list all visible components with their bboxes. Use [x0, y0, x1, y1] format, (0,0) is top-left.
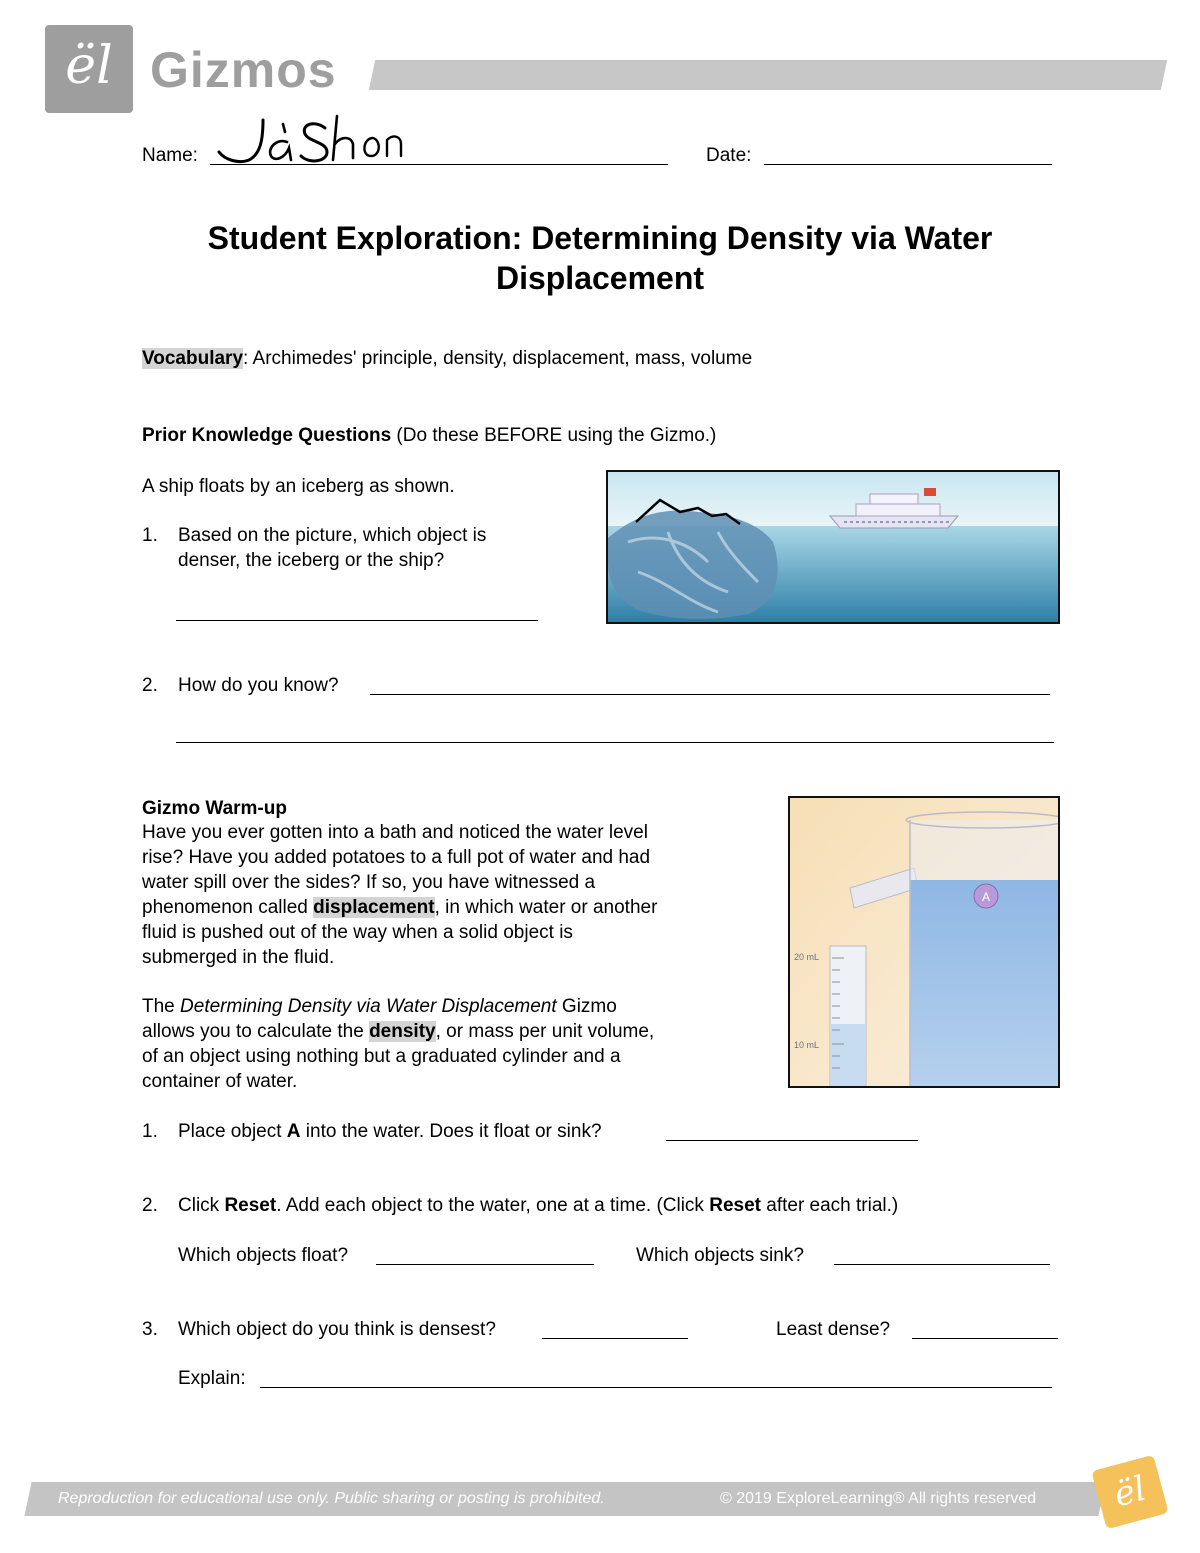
- term-density: density: [369, 1021, 436, 1042]
- explorelearning-logo-icon: ël: [65, 36, 113, 96]
- warmup-p2-line2-a: allows you to calculate the: [142, 1021, 370, 1042]
- question-3-a: Which object do you think is densest?: [178, 1319, 496, 1340]
- question-2-reset-1: Reset: [224, 1195, 277, 1216]
- date-label: Date:: [706, 145, 752, 166]
- question-2-reset-2: Reset: [709, 1195, 761, 1216]
- warmup-p2-line1-a: The: [142, 996, 181, 1017]
- question-3-densest-field[interactable]: [542, 1338, 688, 1339]
- date-field[interactable]: [764, 164, 1052, 165]
- displacement-gizmo-illustration: [790, 798, 1058, 1086]
- question-3-least-dense-field[interactable]: [912, 1338, 1058, 1339]
- prior-q1-answer-field[interactable]: [176, 620, 538, 621]
- question-1-a: Place object: [178, 1121, 287, 1142]
- iceberg-ship-illustration: [608, 472, 1058, 622]
- warmup-p2-line1: [142, 994, 617, 1019]
- question-3-explain-label: Explain:: [178, 1368, 246, 1389]
- prior-knowledge-heading: [142, 423, 716, 448]
- prior-note: (Do these BEFORE using the Gizmo.): [391, 425, 717, 446]
- term-displacement: displacement: [313, 897, 435, 918]
- vocabulary-terms: Archimedes' principle, density, displacement, mass, volume: [248, 348, 753, 369]
- question-1-object: A: [286, 1121, 301, 1142]
- prior-q2-answer-field-2[interactable]: [176, 742, 1054, 743]
- header-bar: [369, 60, 1167, 90]
- warmup-heading-text: Gizmo Warm-up: [142, 798, 287, 819]
- cylinder-label-10ml: 10 mL: [794, 1040, 820, 1050]
- prior-heading-bold: Prior Knowledge Questions: [142, 425, 392, 446]
- question-1-number: 1.: [142, 1121, 158, 1142]
- warmup-heading: [142, 796, 287, 821]
- question-2-b: . Add each object to the water, one at a time. (Click: [276, 1195, 710, 1216]
- iceberg-ship-image: [606, 470, 1060, 624]
- question-3: [142, 1317, 496, 1342]
- warmup-p1-line6: submerged in the fluid.: [142, 947, 335, 968]
- vocabulary-label: Vocabulary: [142, 348, 244, 369]
- footer-copyright: © 2019 ExploreLearning® All rights reserved: [720, 1490, 1037, 1507]
- question-3-number: 3.: [142, 1319, 158, 1340]
- footer-logo-icon: ël: [1091, 1455, 1168, 1530]
- question-3-least-dense-label: Least dense?: [776, 1319, 891, 1340]
- question-2-a: Click: [178, 1195, 225, 1216]
- warmup-p2-line1-b: Gizmo: [556, 996, 617, 1017]
- question-2-number: 2.: [142, 1195, 158, 1216]
- cylinder-label-20ml: 20 mL: [794, 952, 820, 962]
- prior-q1-line2: denser, the iceberg or the ship?: [178, 550, 445, 571]
- gizmo-name-italic: Determining Density via Water Displacement: [180, 996, 557, 1017]
- question-2: [142, 1193, 898, 1218]
- prior-q1: [142, 523, 486, 548]
- question-1: [142, 1119, 602, 1144]
- warmup-p2-line3: of an object using nothing but a graduated cylinder and a: [142, 1046, 621, 1067]
- warmup-p1-line5: fluid is pushed out of the way when a solid object is: [142, 922, 573, 943]
- page-title: [100, 218, 1100, 298]
- question-1-answer-field[interactable]: [666, 1140, 918, 1141]
- warmup-p2-line2: [142, 1019, 654, 1044]
- vocabulary-colon: :: [243, 348, 249, 369]
- prior-intro: A ship floats by an iceberg as shown.: [142, 476, 455, 497]
- name-label: Name:: [142, 145, 198, 166]
- warmup-p1-line1: Have you ever gotten into a bath and noticed the water level: [142, 822, 648, 843]
- question-2-float-field[interactable]: [376, 1264, 594, 1265]
- vocabulary-line: [142, 346, 752, 371]
- warmup-p1-line4-a: phenomenon called: [142, 897, 314, 918]
- question-1-b: into the water. Does it float or sink?: [300, 1121, 602, 1142]
- title-line-2: Displacement: [495, 260, 705, 296]
- handwritten-name-signature: [215, 110, 425, 170]
- prior-q2-answer-field-1[interactable]: [370, 694, 1050, 695]
- prior-q1-line1: Based on the picture, which object is: [178, 525, 487, 546]
- warmup-p1-line4-b: , in which water or another: [434, 897, 658, 918]
- warmup-p2-line2-b: , or mass per unit volume,: [435, 1021, 655, 1042]
- gizmo-screenshot-image: [788, 796, 1060, 1088]
- prior-q2-number: 2.: [142, 675, 158, 696]
- warmup-p1-line4: [142, 895, 657, 920]
- question-3-explain-field[interactable]: [260, 1387, 1052, 1388]
- question-2-float-label: Which objects float?: [178, 1245, 349, 1266]
- question-2-sink-label: Which objects sink?: [636, 1245, 804, 1266]
- prior-q1-number: 1.: [142, 525, 158, 546]
- object-a-label: A: [981, 890, 991, 904]
- prior-q2: [142, 673, 339, 698]
- warmup-p1-line2: rise? Have you added potatoes to a full pot of water and had: [142, 847, 651, 868]
- title-line-1: Student Exploration: Determining Density via Water: [207, 220, 993, 256]
- brand-name: Gizmos: [150, 42, 337, 98]
- prior-q2-text: How do you know?: [178, 675, 339, 696]
- question-2-sink-field[interactable]: [834, 1264, 1050, 1265]
- footer-disclaimer: Reproduction for educational use only. Public sharing or posting is prohibited.: [58, 1490, 605, 1507]
- warmup-p1-line3: water spill over the sides? If so, you have witnessed a: [142, 872, 596, 893]
- warmup-p2-line4: container of water.: [142, 1071, 298, 1092]
- question-2-c: after each trial.): [760, 1195, 899, 1216]
